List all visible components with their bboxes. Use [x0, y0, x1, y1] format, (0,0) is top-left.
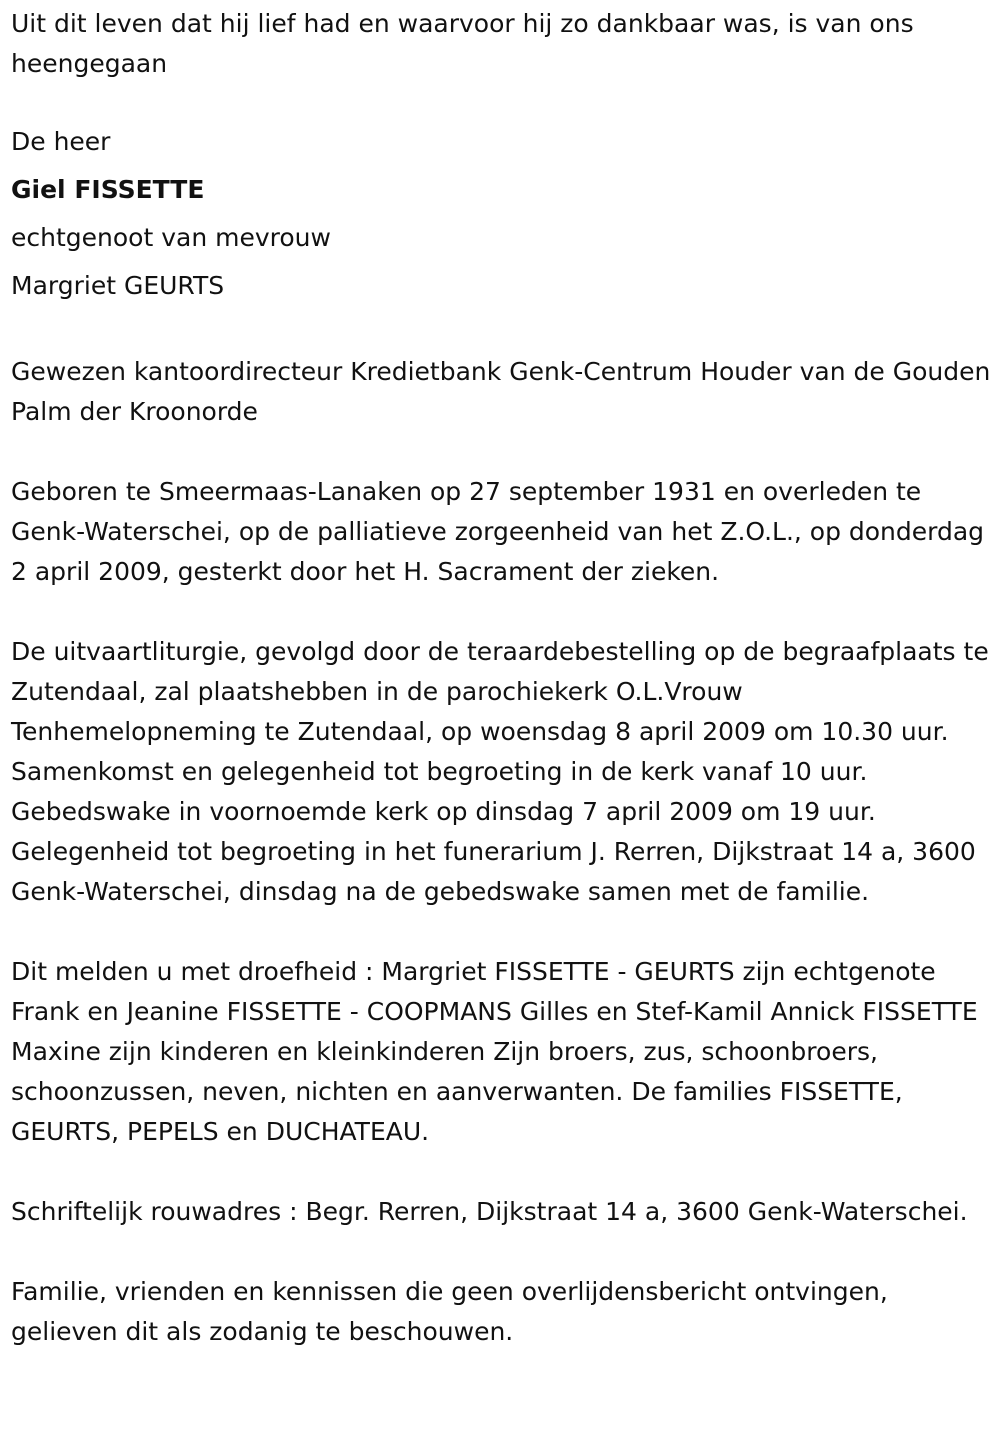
honorific: De heer [11, 127, 111, 156]
mourning-address: Schriftelijk rouwadres : Begr. Rerren, Dijkstraat 14 a, 3600 Genk-Waterschei. [11, 1197, 968, 1226]
deceased-name: Giel FISSETTE [11, 175, 205, 204]
spouse-name: Margriet GEURTS [11, 271, 225, 300]
name-block [11, 118, 996, 310]
birth-death-text: Geboren te Smeermaas-Lanaken op 27 september 1931 en overleden te Genk-Waterschei, op de palliatieve zorgeenheid van het Z.O.L., op donderdag 2 april 2009, gesterkt door het H. Sacrament der zieken. [11, 477, 985, 586]
funeral-details: De uitvaartliturgie, gevolgd door de teraardebestelling op de begraafplaats te Zutendaal, zal plaatshebben in de parochiekerk O.L.Vrouw Tenhemelopneming te Zutendaal, op woensdag 8 april 2009 om 10.30 uur. Samenkomst en gelegenheid tot begroeting in de kerk vanaf 10 uur. Gebedswake in voornoemde kerk op dinsdag 7 april 2009 om 19 uur. Gelegenheid tot begroeting in het funerarium J. Rerren, Dijkstraat 14 a, 3600 Genk-Waterschei, dinsdag na de gebedswake samen met de familie. [11, 637, 989, 906]
intro-text: Uit dit leven dat hij lief had en waarvoor hij zo dankbaar was, is van ons heengegaan [11, 9, 914, 78]
spouse-label: echtgenoot van mevrouw [11, 223, 331, 252]
career-text: Gewezen kantoordirecteur Kredietbank Genk-Centrum Houder van de Gouden Palm der Kroonorde [11, 357, 991, 426]
family-announcement: Dit melden u met droefheid : Margriet FISSETTE - GEURTS zijn echtgenote Frank en Jeanine FISSETTE - COOPMANS Gilles en Stef-Kamil Annick FISSETTE Maxine zijn kinderen en kleinkinderen Zijn broers, zus, schoonbroers, schoonzussen, neven, nichten en aanverwanten. De families FISSETTE, GEURTS, PEPELS en DUCHATEAU. [11, 957, 978, 1146]
closing-text: Familie, vrienden en kennissen die geen overlijdensbericht ontvingen, gelieven dit als zodanig te beschouwen. [11, 1277, 888, 1346]
obituary-notice [11, 0, 996, 1352]
